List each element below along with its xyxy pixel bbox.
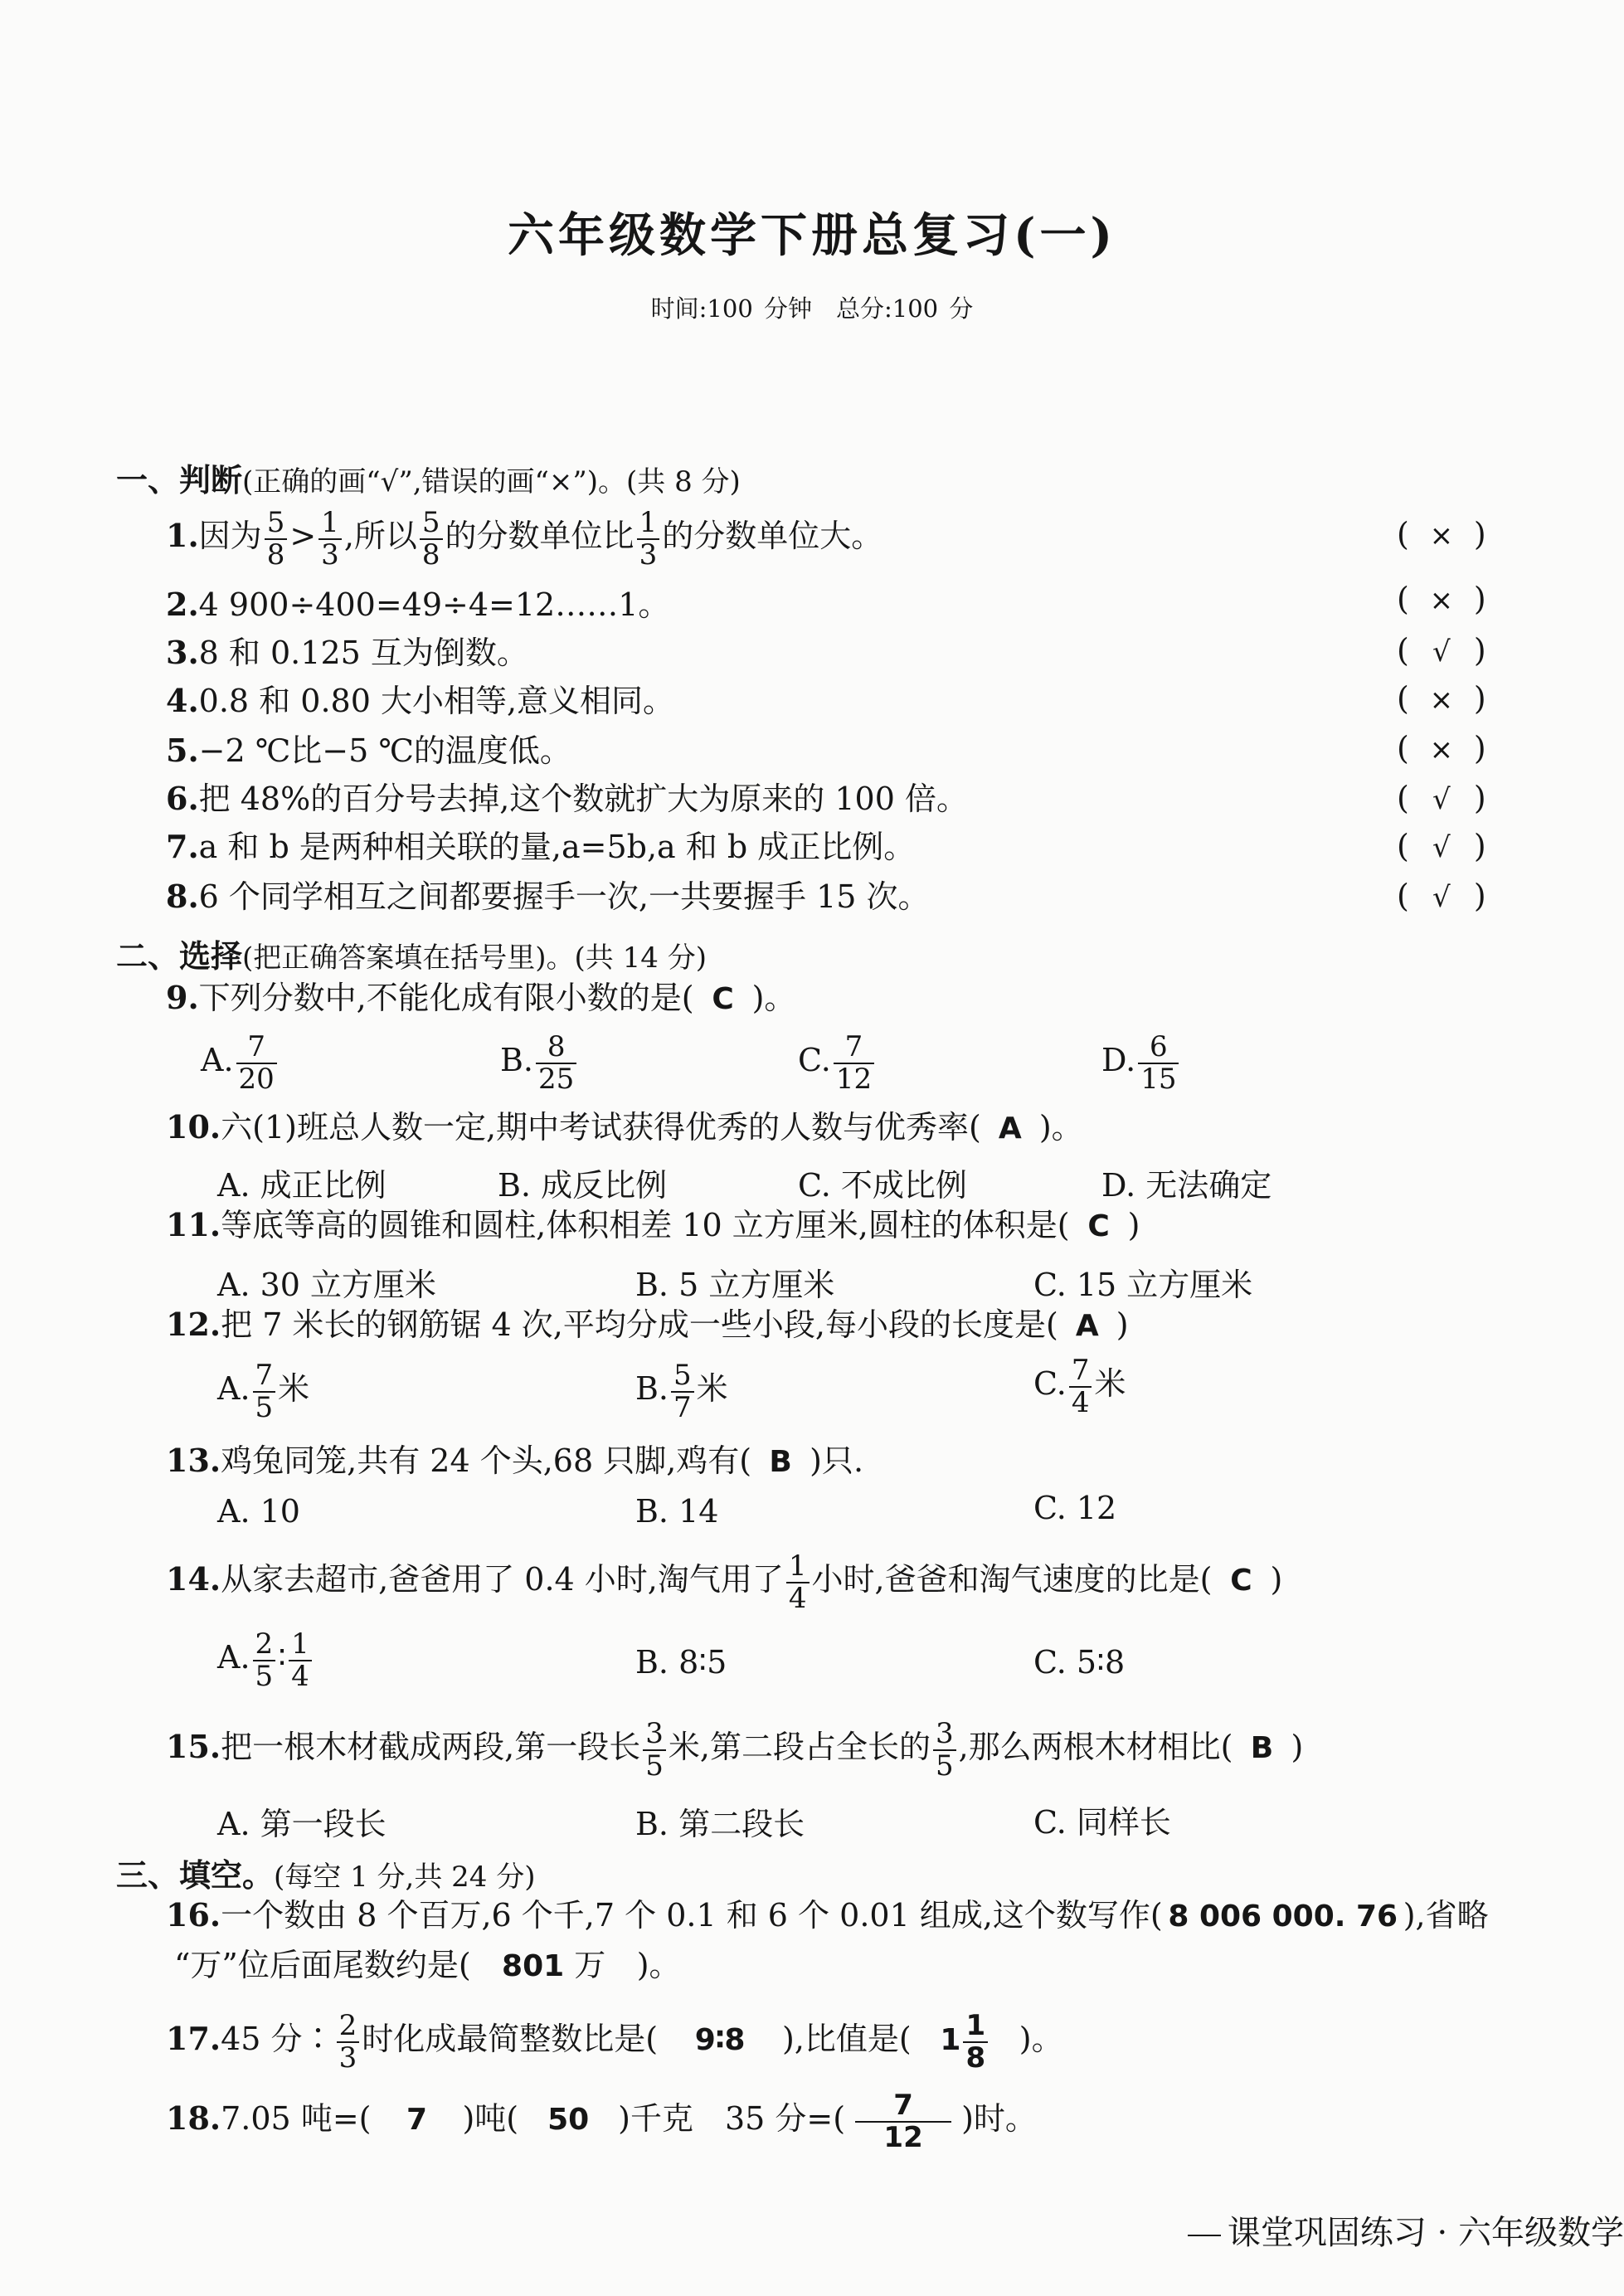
question-text: 时化成最简整数比是( (362, 2021, 659, 2058)
numerator: 7 (255, 1359, 274, 1392)
question-text: )只. (810, 1442, 864, 1479)
question-text: 把 7 米长的钢筋锯 4 次,平均分成一些小段,每小段的长度是( (221, 1306, 1058, 1343)
fraction (963, 2011, 988, 2073)
question-text: 小时,爸爸和淘气速度的比是( (811, 1561, 1213, 1598)
question-11 (166, 1206, 1140, 1243)
option-b (635, 1360, 728, 1423)
question-text: 鸡兔同笼,共有 24 个头,68 只脚,鸡有( (221, 1442, 752, 1479)
footer-text: 课堂巩固练习 · 六年级数学 (1227, 2214, 1624, 2252)
option-a: A. 成正比例 (217, 1167, 387, 1204)
answer-mark: × (1429, 733, 1454, 766)
option-c: C. 同样长 (1033, 1804, 1171, 1841)
denominator: 7 (671, 1391, 694, 1423)
answer-text: A (1075, 1309, 1099, 1343)
option-label: C. (798, 1042, 831, 1079)
answer-mark: √ (1432, 881, 1451, 914)
question-number: 9. (166, 979, 199, 1016)
answer-mark-2: ( × ) (1397, 581, 1486, 617)
numerator: 7 (844, 1030, 863, 1063)
answer-blank (471, 1949, 637, 1982)
question-number: 12. (166, 1306, 221, 1343)
answer-text: B (769, 1445, 792, 1479)
answer-text: 9∶8 (694, 2023, 746, 2058)
numerator: 1 (321, 506, 339, 539)
answer-mark: × (1429, 519, 1454, 552)
question-text: 把 48%的百分号去掉,这个数就扩大为原来的 100 倍。 (198, 781, 968, 817)
unit: 万 (574, 1947, 606, 1983)
denominator: 12 (834, 1063, 874, 1095)
denominator: 5 (253, 1391, 276, 1423)
question-number: 5. (166, 732, 199, 769)
denominator: 25 (536, 1063, 576, 1095)
question-16-line-2 (174, 1949, 681, 1982)
answer-fraction-blank (845, 2090, 961, 2152)
question-1 (166, 508, 883, 570)
numerator: 2 (338, 2009, 357, 2042)
question-text: )。 (1019, 2021, 1063, 2058)
question-4 (166, 682, 675, 719)
question-text: −2 ℃比−5 ℃的温度低。 (198, 732, 571, 769)
question-text: 7.05 吨=( (221, 2100, 372, 2138)
question-17 (166, 2011, 1063, 2073)
fraction (933, 1719, 956, 1781)
answer-text: 50 (547, 2103, 590, 2138)
denominator: 3 (318, 538, 342, 571)
denominator: 12 (855, 2121, 951, 2153)
option-d: D. 无法确定 (1101, 1167, 1272, 1204)
denominator: 8 (265, 538, 288, 571)
answer-mark-8: ( √ ) (1397, 878, 1486, 914)
question-text: 把一根木材截成两段,第一段长 (221, 1729, 641, 1766)
fraction (318, 508, 342, 570)
answer-mark-1: ( × ) (1397, 516, 1486, 552)
answer-mixed-number (912, 2011, 1019, 2073)
question-number: 6. (166, 780, 199, 817)
option-b: B. 成反比例 (498, 1167, 668, 1204)
question-text: ,所以 (343, 518, 417, 555)
fraction (855, 2090, 951, 2152)
option-label: A. (201, 1042, 234, 1079)
question-15 (166, 1719, 1303, 1781)
option-label: B. (635, 1370, 669, 1408)
question-number: 2. (166, 586, 199, 623)
section-fill-blank-heading (116, 1850, 535, 1895)
answer-mark: × (1429, 683, 1454, 717)
question-number: 13. (166, 1442, 221, 1479)
footer-dash (1188, 2235, 1221, 2236)
option-label: A. (217, 1639, 250, 1676)
section-choice-heading (116, 931, 707, 976)
fraction (253, 1629, 276, 1691)
question-number: 11. (166, 1206, 221, 1243)
fraction (1069, 1355, 1092, 1418)
question-text: )。 (636, 1947, 681, 1983)
denominator: 4 (289, 1660, 312, 1692)
option-b: B. 5 立方厘米 (635, 1267, 835, 1303)
option-b (500, 1032, 579, 1094)
fraction (289, 1629, 312, 1691)
numerator: 5 (421, 506, 440, 539)
question-text: 45 分∶ (221, 2021, 334, 2058)
denominator: 3 (637, 538, 660, 571)
whole-part: 1 (940, 2023, 961, 2058)
question-text: 的分数单位比 (445, 518, 635, 555)
fraction (536, 1032, 576, 1094)
question-number: 15. (166, 1728, 221, 1766)
fraction (253, 1360, 276, 1423)
section-title: 三、填空。 (116, 1856, 275, 1894)
option-c: C. 不成比例 (798, 1167, 967, 1204)
option-label: A. (217, 1370, 250, 1408)
question-text: )。 (751, 980, 796, 1016)
numerator: 7 (247, 1030, 265, 1063)
question-text: ) (1291, 1729, 1304, 1766)
numerator: 5 (673, 1359, 692, 1392)
question-text: ) (1127, 1207, 1140, 1243)
question-12 (166, 1306, 1129, 1343)
page-title: 六年级数学下册总复习(一) (508, 208, 1116, 263)
question-text: 下列分数中,不能化成有限小数的是( (198, 980, 694, 1016)
question-number: 7. (166, 828, 199, 865)
numerator: 2 (255, 1627, 274, 1661)
question-text: 4 900÷400=49÷4=12……1。 (198, 586, 670, 623)
numerator: 1 (291, 1627, 309, 1661)
option-b: B. 第二段长 (635, 1806, 805, 1842)
denominator: 8 (963, 2041, 988, 2074)
answer-mark: √ (1432, 831, 1451, 864)
answer-text: A (998, 1112, 1022, 1146)
fraction (671, 1360, 694, 1423)
fraction (236, 1032, 277, 1094)
question-number: 14. (166, 1560, 221, 1598)
option-a: A. 第一段长 (217, 1806, 387, 1842)
option-c: C. 12 (1033, 1490, 1117, 1526)
answer-text: C (1230, 1564, 1252, 1598)
question-text: )吨( (462, 2100, 519, 2138)
option-a: A. 30 立方厘米 (217, 1267, 437, 1303)
option-d (1101, 1032, 1181, 1094)
question-text: )千克 35 分=( (618, 2100, 846, 2138)
numerator: 3 (645, 1717, 664, 1750)
option-c (798, 1032, 877, 1094)
answer-mark-4: ( × ) (1397, 680, 1486, 717)
option-c: C. 5∶8 (1033, 1644, 1126, 1681)
question-2 (166, 586, 670, 623)
question-number: 1. (166, 517, 199, 555)
question-number: 17. (166, 2020, 221, 2058)
question-5 (166, 732, 571, 769)
question-text: )时。 (961, 2100, 1037, 2138)
question-18 (166, 2090, 1037, 2152)
answer-mark-5: ( × ) (1397, 730, 1486, 766)
answer-mark-6: ( √ ) (1397, 780, 1486, 816)
option-a (217, 1360, 309, 1423)
question-8 (166, 878, 930, 915)
page-subtitle: 时间:100 分钟 总分:100 分 (650, 294, 974, 323)
question-3 (166, 634, 528, 671)
question-text: “万”位后面尾数约是( (174, 1947, 471, 1983)
fraction (637, 508, 660, 570)
unit: 米 (696, 1370, 728, 1408)
option-a: A. 10 (217, 1493, 300, 1530)
denominator: 20 (236, 1063, 277, 1095)
question-text: 8 和 0.125 互为倒数。 (198, 635, 528, 671)
question-13 (166, 1442, 864, 1479)
page-footer (1188, 2206, 1624, 2254)
fraction (265, 508, 288, 570)
question-text: > (289, 518, 317, 555)
question-number: 8. (166, 878, 199, 915)
question-7 (166, 828, 916, 865)
question-text: 6 个同学相互之间都要握手一次,一共要握手 15 次。 (198, 878, 930, 915)
option-a (217, 1629, 314, 1691)
question-number: 18. (166, 2099, 221, 2138)
question-text: 六(1)班总人数一定,期中考试获得优秀的人数与优秀率( (221, 1109, 981, 1146)
fraction (834, 1032, 874, 1094)
fraction (786, 1551, 810, 1613)
answer-text: 8 006 000. 76 (1168, 1900, 1398, 1934)
question-number: 10. (166, 1108, 221, 1146)
numerator: 7 (893, 2089, 913, 2122)
option-b: B. 14 (635, 1493, 719, 1530)
denominator: 3 (337, 2041, 360, 2074)
answer-mark: √ (1432, 783, 1451, 816)
option-b: B. 8∶5 (635, 1644, 727, 1681)
question-text: 等底等高的圆锥和圆柱,体积相差 10 立方厘米,圆柱的体积是( (221, 1207, 1070, 1243)
question-text: ) (1270, 1561, 1283, 1598)
fraction (643, 1719, 666, 1781)
fraction (337, 2011, 360, 2073)
question-6 (166, 780, 968, 817)
fraction (420, 508, 443, 570)
section-note: (每空 1 分,共 24 分) (274, 1861, 536, 1894)
fraction (1138, 1032, 1179, 1094)
option-label: C. (1033, 1365, 1067, 1403)
question-text: 一个数由 8 个百万,6 个千,7 个 0.1 和 6 个 0.01 组成,这个数写作( (221, 1897, 1163, 1934)
answer-text: B (1250, 1731, 1274, 1766)
numerator: 3 (935, 1717, 954, 1750)
option-c: C. 15 立方厘米 (1033, 1267, 1253, 1303)
option-label: B. (500, 1042, 534, 1079)
question-number: 16. (166, 1896, 221, 1934)
section-title: 一、判断 (116, 461, 243, 499)
section-note: (正确的画“√”,错误的画“×”)。(共 8 分) (242, 465, 741, 499)
option-a (201, 1032, 280, 1094)
numerator: 1 (965, 2009, 986, 2042)
question-text: 从家去超市,爸爸用了 0.4 小时,淘气用了 (221, 1561, 784, 1598)
question-text: ),省略 (1403, 1897, 1489, 1934)
question-number: 3. (166, 634, 199, 671)
answer-text: C (1087, 1209, 1110, 1243)
answer-text: 801 (502, 1949, 565, 1983)
denominator: 4 (1069, 1386, 1092, 1418)
question-text: ,那么两根木材相比( (958, 1729, 1233, 1766)
numerator: 5 (266, 506, 285, 539)
denominator: 5 (643, 1749, 666, 1782)
question-10 (166, 1108, 1083, 1146)
numerator: 6 (1150, 1030, 1168, 1063)
section-judgement-heading (116, 455, 741, 500)
question-number: 4. (166, 682, 199, 719)
question-text: a 和 b 是两种相关联的量,a=5b,a 和 b 成正比例。 (198, 829, 916, 865)
section-title: 二、选择 (116, 937, 243, 975)
numerator: 7 (1071, 1354, 1090, 1387)
question-9 (166, 979, 796, 1016)
question-16 (166, 1896, 1489, 1934)
unit: 米 (278, 1370, 310, 1408)
question-text: 0.8 和 0.80 大小相等,意义相同。 (198, 683, 675, 719)
denominator: 8 (420, 538, 443, 571)
answer-mark: × (1429, 584, 1454, 617)
ratio-colon: ∶ (278, 1639, 287, 1676)
numerator: 8 (547, 1030, 566, 1063)
denominator: 5 (933, 1749, 956, 1782)
answer-text: C (712, 982, 734, 1016)
question-text: ),比值是( (782, 2021, 912, 2058)
numerator: 1 (788, 1549, 807, 1583)
option-label: D. (1101, 1042, 1136, 1079)
question-14 (166, 1551, 1282, 1613)
option-c (1033, 1355, 1126, 1418)
denominator: 15 (1138, 1063, 1179, 1095)
unit: 米 (1094, 1365, 1126, 1403)
answer-text: 7 (406, 2103, 428, 2138)
question-text: 因为 (198, 518, 262, 555)
question-text: 的分数单位大。 (662, 518, 883, 555)
denominator: 4 (786, 1582, 810, 1614)
question-text: ) (1116, 1306, 1129, 1343)
answer-mark-3: ( √ ) (1397, 632, 1486, 669)
denominator: 5 (253, 1660, 276, 1692)
answer-mark: √ (1432, 635, 1451, 669)
section-note: (把正确答案填在括号里)。(共 14 分) (242, 941, 707, 975)
numerator: 1 (639, 506, 658, 539)
answer-mark-7: ( √ ) (1397, 828, 1486, 864)
question-text: 米,第二段占全长的 (668, 1729, 931, 1766)
question-text: )。 (1038, 1109, 1083, 1146)
